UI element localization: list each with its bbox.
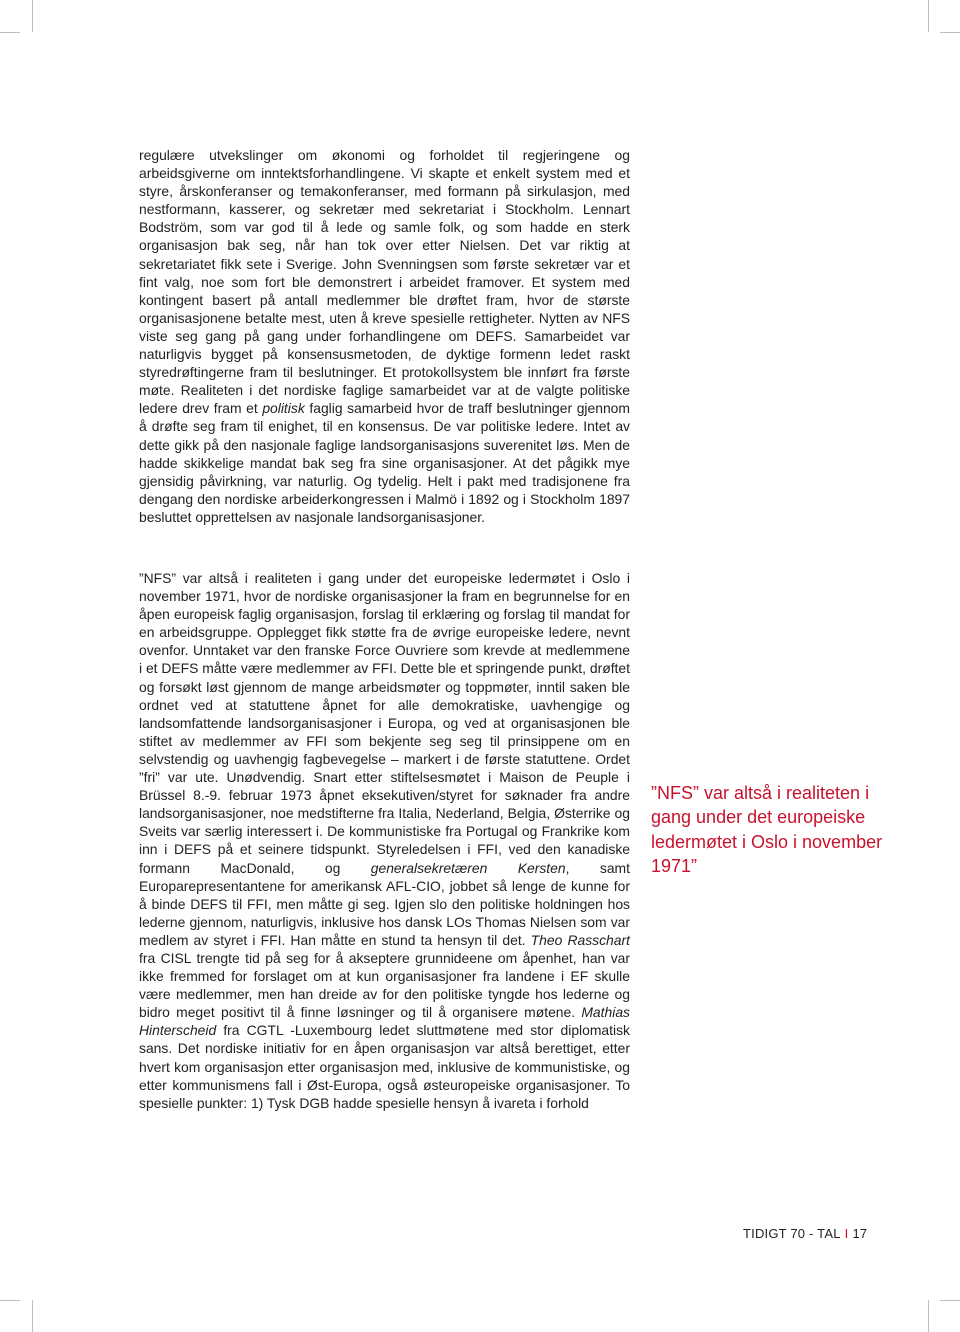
text-run: ”NFS” var altså i realiteten i gang under det europeiske ledermøtet i Oslo i november 1971, hvor de nordiske organisasjoner la fram en begrunnelse for en åpen europeisk faglig organisasjon, forslag til erklæring og forslag til mandat for en arbeidsgruppe. Opplegget fikk støtte fra de øvrige europeiske ledere, nevnt ovenfor. Unntaket var den franske Force Ouvriere som krevde at medlemmene i et DEFS måtte være medlemmer av FFI. Dette ble et springende punkt, drøftet og forsøkt løst gjennom de mange arbeidsmøter og toppmøter, inntil saken ble ordnet ved at statuttene åpnet for alle demokratiske, uavhengige og landsomfattende landsorganisasjoner i Europa, og ved at organisasjonen ble stiftet av medlemmer av FFI som bekjente seg seg til prinsippene om en selvstendig og uavhengig fagbevegelse – markert i de første statuttene. Ordet ”fri” var ute. Unødvendig. Snart etter stiftelsesmøtet i Maison de Peuple i Brüssel 8.-9. februar 1973 åpnet eksekutiven/styret for søknader fra andre landsorganisasjoner, noe medstifterne fra Italia, Nederland, Belgia, Østerrike og Sveits var særlig interessert i. De kommunistiske fra Portugal og Frankrike kom inn i DEFS på et seinere tidspunkt. Styreledelsen i FFI, ved den kanadiske formann MacDonald, og bbox=[139, 570, 630, 876]
italic-text-run: politisk bbox=[262, 400, 305, 417]
crop-mark-top-left bbox=[32, 0, 33, 32]
crop-mark-bottom-left bbox=[32, 1300, 33, 1332]
footer-publication: TIDIGT 70 - TAL bbox=[743, 1226, 841, 1241]
italic-text-run: Theo Rasschart bbox=[530, 931, 630, 948]
crop-mark-top-right bbox=[928, 0, 929, 32]
body-paragraph-2 bbox=[139, 569, 630, 1112]
crop-mark-bottom-right bbox=[928, 1300, 929, 1332]
pull-quote: ”NFS” var altså i realiteten i gang under det europeiske ledermøtet i Oslo i november 1971” bbox=[651, 783, 883, 877]
text-run: regulære utvekslinger om økonomi og forholdet til regjeringene og arbeidsgiverne om inntektsforhandlingene. Vi skapte et enkelt system med et styre, årskonferanser og temakonferanser, med formann på sirkulasjon, med nestformann, kasserer, og sekretær med sekretariat i Stockholm. Lennart Bodström, som var god til å lede og samle folk, og som hadde en sterk organisasjon bak seg, når han tok over etter Nielsen. Det var riktig at sekretariatet fikk sete i Sverige. John Svenningsen som første sekretær var et fint valg, noe som fort ble demonstrert i arbeidet framover. Et system med kontingent basert på antall medlemmer ble drøftet fram, hvor de største organisasjonene betalte mest, uten å kreve spesielle rettigheter. Nytten av NFS viste seg gang på gang under forhandlingene om DEFS. Samarbeidet var naturligvis bygget på konsensusmetoden, de dyktige formenn ledet raskt styredrøftingerne fram til beslutninger. Et protokollsystem ble innført fra første møte. Realiteten i det nordiske faglige samarbeidet var at de valgte politiske ledere drev fram et bbox=[139, 147, 630, 417]
crop-mark-bottom-left-h bbox=[0, 1300, 20, 1301]
text-run: , samt Europarepresentantene for amerikansk AFL-CIO, jobbet så lenge de kunne for å binde DEFS til FFI, men måtte gi seg. Igjen slo den politiske holdningen hos lederne gjennom, naturligvis, inklusive hos dansk LOs Thomas Nielsen som var medlem av styret i FFI. Han måtte en stund ta hensyn til det. bbox=[139, 859, 630, 948]
italic-text-run: generalsekretæren Kersten bbox=[370, 859, 566, 876]
crop-mark-bottom-right-h bbox=[940, 1300, 960, 1301]
crop-mark-top-right-h bbox=[940, 32, 960, 33]
italic-text-run: Mathias Hinterscheid bbox=[139, 1004, 630, 1039]
crop-mark-top-left-h bbox=[0, 32, 20, 33]
page-number: 17 bbox=[852, 1226, 868, 1241]
text-run: fra CISL trengte tid på seg for å akseptere grunnideene om åpenhet, han var ikke fremmed for forslaget om at kun organisasjoner fra landene i EF skulle være medlemmer, men han dreide av for den politiske tyngde hos lederne og bidro meget positivt til å finne løsninger og til å organisere møtene. bbox=[139, 949, 630, 1021]
text-run: faglig samarbeid hvor de traff beslutninger gjennom å drøfte seg fram til enighet, til en konsensus. De var politiske ledere. Intet av dette gikk på den nasjonale faglige landsorganisasjons suverenitet løs. Men de hadde skikkelige mandat bak seg fra sine organisasjoner. At det pågikk mye gjensidig påvirkning, var naturlig. Og tydelig. Helt i pakt med tradisjonene fra dengang den nordiske arbeiderkongressen i Malmö i 1892 og i Stockholm 1897 besluttet opprettelsen av nasjonale landsorganisasjoner. bbox=[139, 400, 630, 525]
footer-separator: I bbox=[844, 1226, 849, 1241]
page-footer bbox=[743, 1226, 867, 1241]
text-run: fra CGTL -Luxembourg ledet sluttmøtene med stor diplomatisk sans. Det nordiske initiativ for en åpen organisasjon var altså berettiget, etter hvert kom organisasjon etter organisasjon med, inklusive de kommunistiske, og etter kommunismens fall i Øst-Europa, også østeuropeiske organisasjoner. To spesielle punkter: 1) Tysk DGB hadde spesielle hensyn å ivareta i forhold bbox=[139, 1022, 630, 1111]
body-paragraph-1 bbox=[139, 146, 630, 526]
